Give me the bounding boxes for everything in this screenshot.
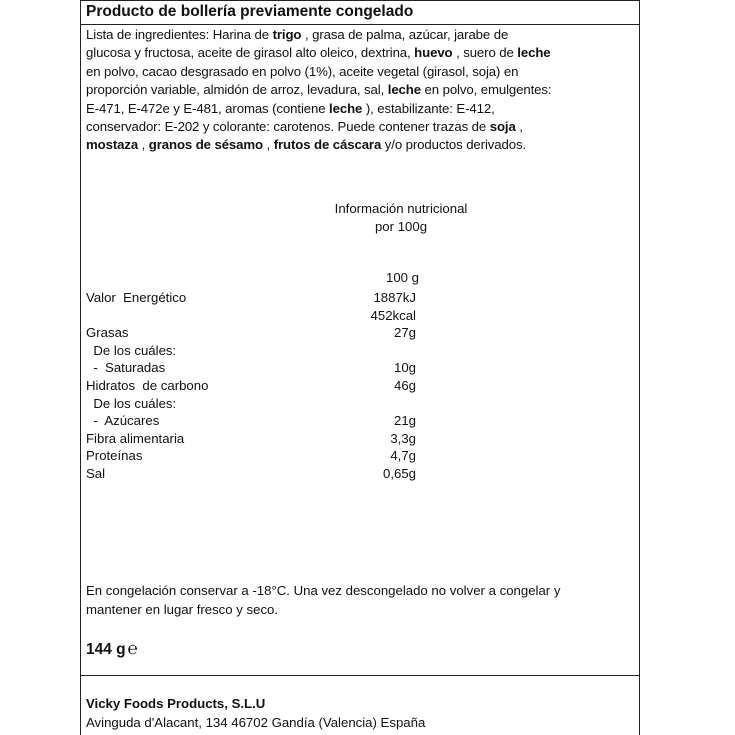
allergen-text: frutos de cáscara <box>273 137 382 153</box>
allergen-text: leche <box>517 45 551 61</box>
ingredients-line <box>86 26 634 44</box>
ingredient-text: ), estabilizante: E-412, <box>362 100 495 116</box>
nutrition-row <box>86 465 486 483</box>
ingredients-line <box>86 44 634 62</box>
storage-line2: mantener en lugar fresco y seco. <box>86 602 279 617</box>
ingredient-text: conservador: E-202 y colorante: carotenos. Puede contener trazas de <box>86 119 490 135</box>
ingredient-text: en polvo, emulgentes: <box>420 82 552 98</box>
nutrient-label: - Saturadas <box>86 360 166 376</box>
nutrition-row <box>86 324 486 342</box>
top-border <box>81 0 639 1</box>
product-title: Producto de bollería previamente congelado <box>86 3 414 20</box>
nutrient-label: Sal <box>86 466 106 481</box>
nutrient-label: Fibra alimentaria <box>86 430 185 446</box>
nutrient-value: 10g <box>393 360 416 376</box>
nutrition-heading <box>281 200 521 237</box>
nutrition-column-header: 100 g <box>386 270 420 285</box>
nutrition-row <box>86 342 486 360</box>
ingredient-text: Lista de ingredientes: Harina de <box>86 27 273 42</box>
nutrition-row <box>86 359 486 377</box>
ingredient-text: y/o productos derivados. <box>381 137 527 153</box>
nutrition-row <box>86 307 486 325</box>
storage-instructions <box>86 581 636 619</box>
ingredients-line <box>86 136 634 154</box>
allergen-text: granos de sésamo <box>148 137 263 153</box>
net-weight <box>86 639 138 659</box>
nutrient-label: De los cuáles: <box>86 395 177 411</box>
nutrient-value: 452kcal <box>370 307 416 323</box>
nutrient-value: 21g <box>393 413 416 429</box>
nutrient-value: 1887kJ <box>373 290 416 305</box>
ingredient-text: en polvo, cacao desgrasado en polvo (1%), aceite vegetal (girasol, soja) en <box>86 63 519 79</box>
ingredient-text: , grasa de palma, azúcar, jarabe de <box>301 27 509 42</box>
nutrition-row <box>86 447 486 465</box>
allergen-text: soja <box>489 119 516 135</box>
nutrient-value: 3,3g <box>390 430 416 446</box>
ingredients-line <box>86 63 634 81</box>
nutrient-value: 0,65g <box>382 466 416 481</box>
nutrition-row <box>86 430 486 448</box>
ingredient-text: E-471, E-472e y E-481, aromas (contiene <box>86 100 330 116</box>
ingredients-line <box>86 81 634 99</box>
nutrient-value: 46g <box>393 378 416 393</box>
nutrient-label: Proteínas <box>86 448 143 464</box>
nutrition-row <box>86 412 486 430</box>
ingredients-line <box>86 100 634 118</box>
nutrient-label: Grasas <box>86 325 129 341</box>
ingredient-text: , suero de <box>452 45 518 61</box>
ingredient-text: glucosa y fructosa, aceite de girasol alto oleico, dextrina, <box>86 45 415 61</box>
estimated-sign-icon: ℮ <box>127 639 138 658</box>
ingredient-text: , <box>515 119 523 135</box>
nutrient-value: 27g <box>393 325 416 341</box>
manufacturer-address: Avinguda d'Alacant, 134 46702 Gandía (Valencia) España <box>86 715 426 730</box>
nutrition-heading-line1: Información nutricional <box>334 201 468 216</box>
allergen-text: leche <box>329 100 363 116</box>
weight-divider <box>81 675 639 676</box>
nutrition-row <box>86 377 486 395</box>
ingredients-list <box>86 26 634 155</box>
nutrition-heading-line2: por 100g <box>374 219 428 235</box>
nutrient-label: - Azúcares <box>86 413 160 429</box>
ingredient-text: , <box>138 137 149 153</box>
ingredient-text: proporción variable, almidón de arroz, levadura, sal, <box>86 82 388 98</box>
ingredient-text: , <box>262 137 274 153</box>
product-label <box>80 0 640 735</box>
net-weight-value: 144 g <box>86 641 126 658</box>
title-divider <box>81 24 639 25</box>
nutrition-row <box>86 395 486 413</box>
storage-line1: En congelación conservar a -18°C. Una vez descongelado no volver a congelar y <box>86 583 561 598</box>
nutrient-label: Hidratos de carbono <box>86 378 209 393</box>
allergen-text: trigo <box>272 27 302 42</box>
nutrient-label: De los cuáles: <box>86 342 177 358</box>
allergen-text: huevo <box>414 45 453 61</box>
manufacturer-name: Vicky Foods Products, S.L.U <box>86 696 266 711</box>
nutrient-label: Valor Energético <box>86 290 187 305</box>
nutrition-row <box>86 289 486 307</box>
ingredients-line <box>86 118 634 136</box>
nutrient-value: 4,7g <box>390 448 416 464</box>
allergen-text: mostaza <box>86 137 139 153</box>
allergen-text: leche <box>387 82 421 98</box>
